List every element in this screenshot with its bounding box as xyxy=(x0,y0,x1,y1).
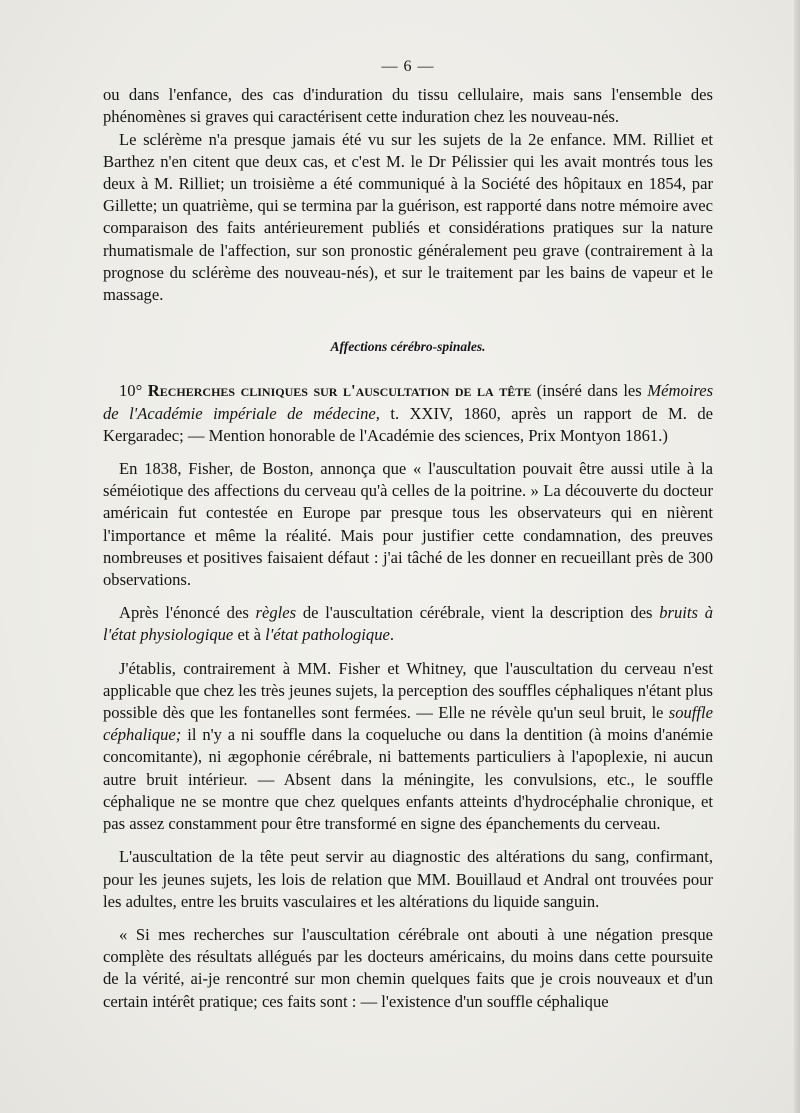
text-column xyxy=(103,56,713,1013)
paragraph-quote: « Si mes recherches sur l'auscultation cérébrale ont abouti à une négation presque complète des résultats allégués par les docteurs américains, du moins dans cette poursuite de la vérité, ai-je rencontré sur mon chemin quelques faits que je crois nouveaux et d'un certain intérêt pratique; ces faits sont : — l'existence d'un souffle céphalique xyxy=(103,924,713,1011)
page-number: — 6 — xyxy=(381,58,435,75)
italic-bruits: bruits à l'état physiologique xyxy=(103,603,713,645)
item-publication: Mémoires de l'Académie impériale de médecine, xyxy=(103,381,714,423)
page-edge xyxy=(794,0,800,1113)
item-title: Recherches cliniques sur l'auscultation de la tête xyxy=(147,381,532,401)
text-run: de l'auscultation cérébrale, vient la description des xyxy=(302,603,653,623)
item-10-heading xyxy=(103,380,713,447)
text-run: . xyxy=(389,625,395,645)
paragraph-sclereme: Le sclérème n'a presque jamais été vu sur les sujets de la 2e enfance. MM. Rilliet et Barthez n'en citent que deux cas, et c'est M. le Dr Pélissier qui les avait montrés tous les deux à M. Rilliet; un troisième a été communiqué à la Société des hôpitaux en 1854, par Gillette; un quatrième, qui se termina par la guérison, est rapporté dans notre mémoire avec comparaison des faits antérieurement publiés et considérations pratiques sur la nature rhumatismale de l'affection, sur son pronostic généralement peu grave (contrairement à la prognose du sclérème des nouveau-nés), et sur le traitement par les bains de vapeur et le massage. xyxy=(103,129,713,305)
paragraph-etablis xyxy=(103,658,713,836)
item-number: 10° xyxy=(119,381,143,401)
item-rest-after: t. XXIV, 1860, après un rapport de M. de Kergaradec; — Mention honorable de l'Académie des sciences, Prix Montyon 1861.) xyxy=(103,403,713,445)
paragraph-fisher: En 1838, Fisher, de Boston, annonça que « l'auscultation pouvait être aussi utile à la séméiotique des affections du cerveau qu'à celles de la poitrine. » La découverte du docteur américain fut contestée en Europe par presque tous les observateurs qui en nièrent l'importance et même la réalité. Mais pour justifier cette condamnation, des preuves nombreuses et positives faisaient défaut : j'ai tâché de les donner en recueillant près de 300 observations. xyxy=(103,459,713,590)
italic-souffle: souffle céphalique; xyxy=(103,703,713,745)
paragraph-continuation: ou dans l'enfance, des cas d'induration du tissu cellulaire, mais sans l'ensemble des phénomènes si graves qui caractérisent cette induration chez les nouveau-nés. xyxy=(103,85,713,127)
text-run: et à xyxy=(237,625,261,645)
text-run: J'établis, contrairement à MM. Fisher et Whitney, que l'auscultation du cerveau n'est applicable que chez les très jeunes sujets, la perception des souffles céphaliques n'étant plus possible dès que les fontanelles sont fermées. — Elle ne révèle qu'un seul bruit, le xyxy=(103,658,713,723)
item-rest-before: (inséré dans les xyxy=(536,381,642,401)
paragraph-sang: L'auscultation de la tête peut servir au diagnostic des altérations du sang, confirmant, pour les jeunes sujets, les lois de relation que MM. Bouillaud et Andral ont trouvées pour les adultes, entre les bruits vasculaires et les altérations du liquide sanguin. xyxy=(103,847,713,911)
section-heading: Affections cérébro-spinales. xyxy=(330,339,486,355)
italic-regles: règles xyxy=(255,603,297,623)
paragraph-regles xyxy=(103,602,713,646)
text-run: il n'y a ni souffle dans la coqueluche ou dans la dentition (à moins d'anémie concomitante), ni ægophonie cérébrale, ni battements particuliers à l'apoplexie, ni aucun autre bruit intérieur. — Absent dans la méningite, les convulsions, etc., le souffle céphalique ne se montre que chez quelques enfants atteints d'hydrocéphalie chronique, et pas assez constamment pour être transformé en signe des épanchements du cerveau. xyxy=(103,725,714,834)
text-run: Après l'énoncé des xyxy=(119,603,249,623)
italic-pathologique: l'état pathologique xyxy=(265,625,390,645)
